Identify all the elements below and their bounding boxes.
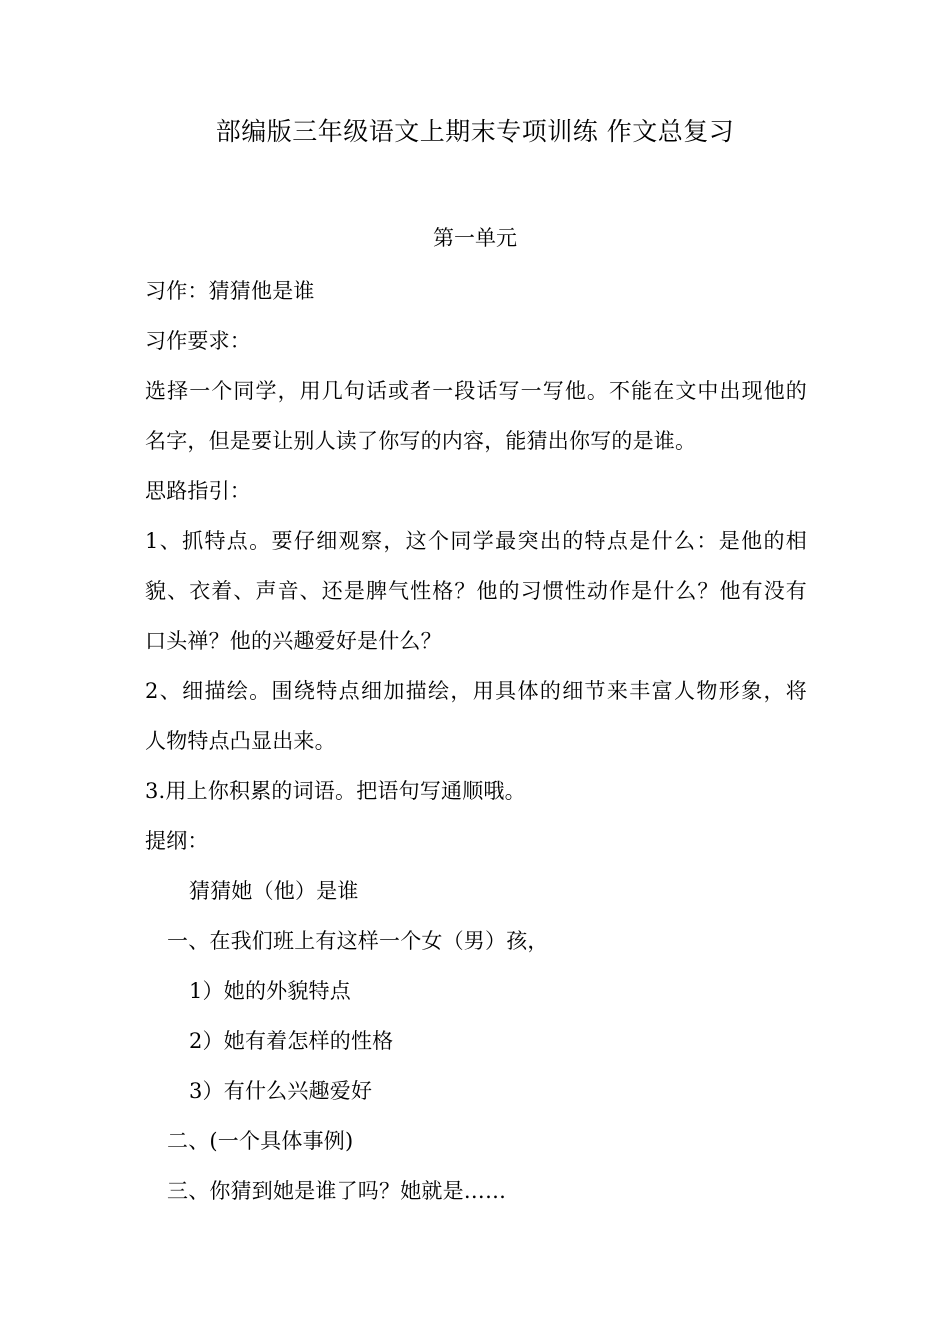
guidance-line: 貌、衣着、声音、还是脾气性格？他的习惯性动作是什么？他有没有 (145, 579, 807, 603)
unit-title: 第一单元 (433, 226, 517, 250)
document-title: 部编版三年级语文上期末专项训练 作文总复习 (215, 117, 735, 146)
guidance-line: 人物特点凸显出来。 (145, 729, 336, 753)
outline-title: 猜猜她（他）是谁 (189, 879, 359, 903)
assignment-title: 习作：猜猜他是谁 (145, 279, 315, 303)
outline-section-3: 三、你猜到她是谁了吗？她就是…… (167, 1179, 507, 1203)
guidance-line: 1、抓特点。要仔细观察，这个同学最突出的特点是什么：是他的相 (145, 529, 807, 553)
outline-sub-item: 3）有什么兴趣爱好 (189, 1079, 373, 1103)
document-body (145, 266, 807, 1216)
guidance-heading: 思路指引： (145, 479, 251, 503)
guidance-line: 口头禅？他的兴趣爱好是什么？ (145, 629, 442, 653)
requirements-line: 选择一个同学，用几句话或者一段话写一写他。不能在文中出现他的 (145, 379, 807, 403)
outline-section-2: 二、(一个具体事例) (167, 1129, 354, 1153)
guidance-line: 2、细描绘。围绕特点细加描绘，用具体的细节来丰富人物形象，将 (145, 679, 807, 703)
requirements-line: 名字，但是要让别人读了你写的内容，能猜出你写的是谁。 (145, 429, 697, 453)
outline-sub-item: 2）她有着怎样的性格 (189, 1029, 394, 1053)
requirements-heading: 习作要求： (145, 329, 251, 353)
guidance-line: 3.用上你积累的词语。把语句写通顺哦。 (145, 779, 526, 803)
outline-heading: 提纲： (145, 829, 209, 853)
outline-sub-item: 1）她的外貌特点 (189, 979, 351, 1003)
outline-section-1: 一、在我们班上有这样一个女（男）孩， (167, 929, 549, 953)
